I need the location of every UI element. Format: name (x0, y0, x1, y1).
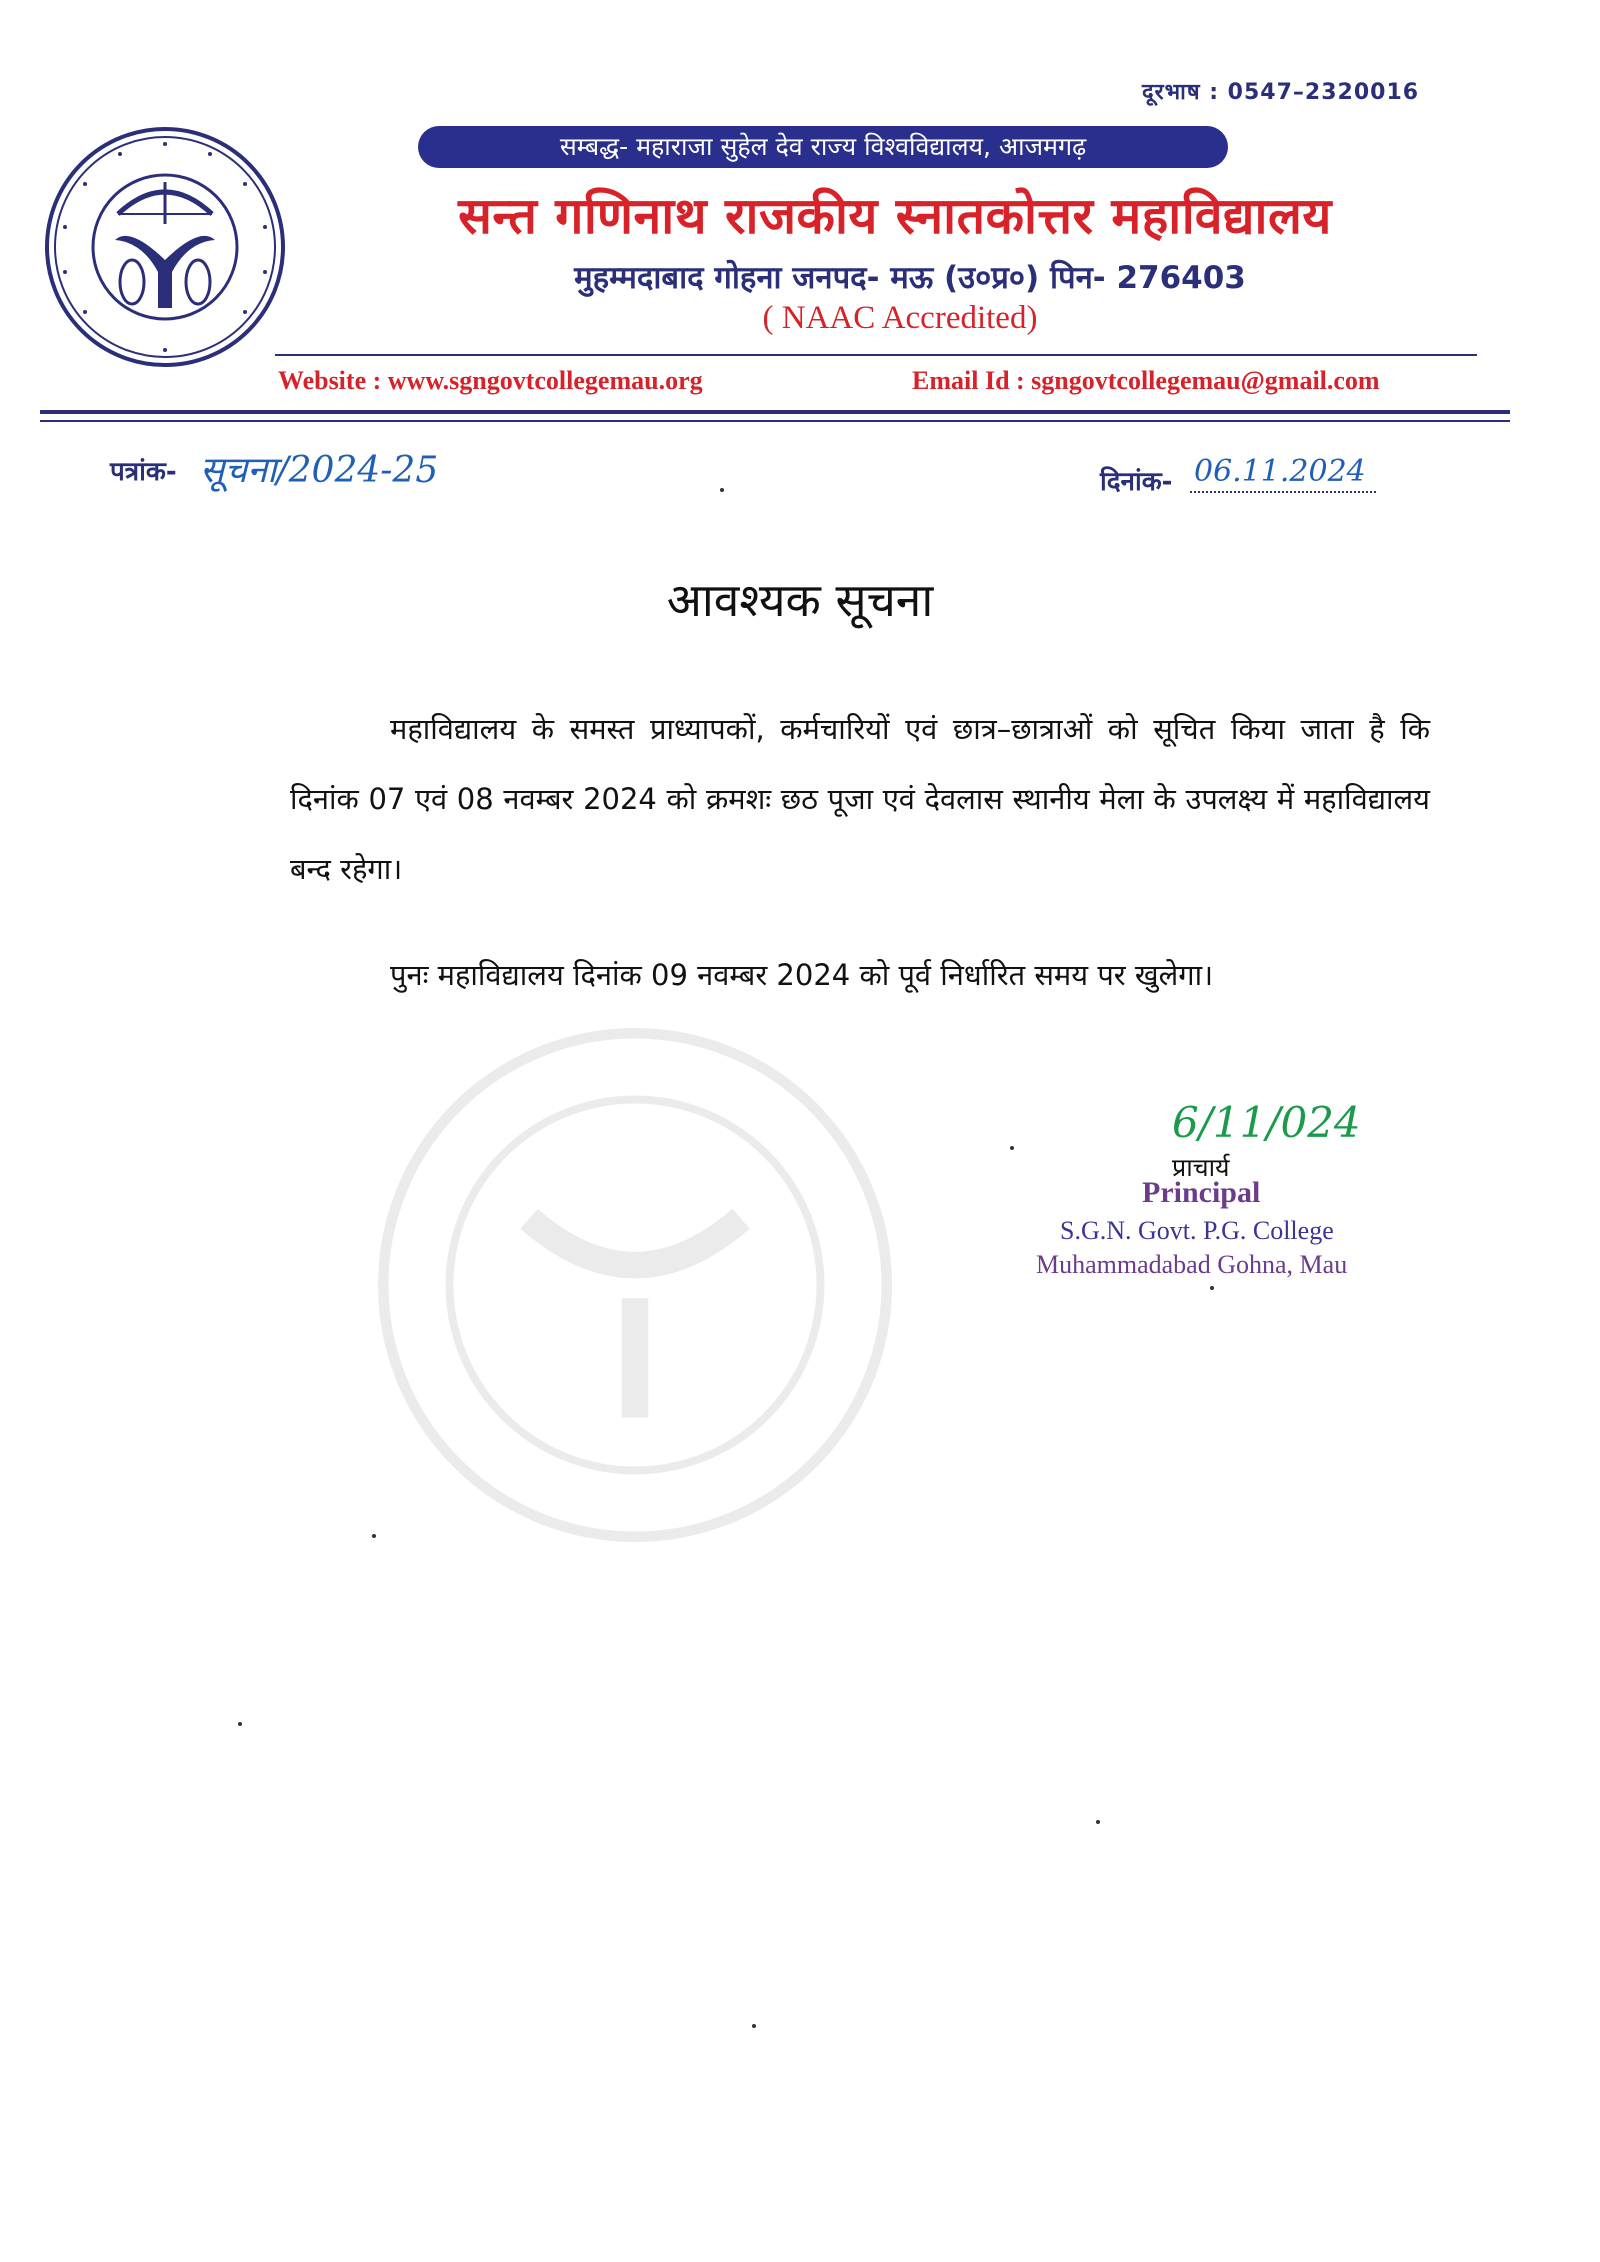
website-link[interactable]: Website : www.sgngovtcollegemau.org (278, 366, 703, 395)
header-rule-thin (40, 420, 1510, 422)
reference-label: पत्रांक- (110, 457, 177, 487)
principal-stamp-college: S.G.N. Govt. P.G. College (1060, 1216, 1334, 1245)
scan-speck (1210, 1286, 1214, 1290)
notice-title: आवश्यक सूचना (666, 573, 934, 627)
notice-paragraph-1: महाविद्यालय के समस्त प्राध्यापकों, कर्मचारियों एवं छात्र–छात्राओं को सूचित किया जाता है कि दिनांक 07 एवं 08 नवम्बर 2024 को क्रमशः छठ पूजा एवं देवलास स्थानीय मेला के उपलक्ष्य में महाविद्यालय बन्द रहेगा। (290, 712, 1430, 886)
college-address: मुहम्मदाबाद गोहना जनपद- मऊ (उ०प्र०) पिन- 276403 (574, 260, 1246, 296)
principal-stamp-title: Principal (1142, 1176, 1261, 1209)
scan-speck (752, 2024, 756, 2028)
header-divider (275, 354, 1477, 356)
handwritten-signature: 6/11/024 (1172, 1098, 1361, 1147)
college-name: सन्त गणिनाथ राजकीय स्नातकोत्तर महाविद्यालय (458, 187, 1332, 245)
date-value: 06.11.2024 (1190, 454, 1376, 493)
background-seal-watermark (370, 1020, 900, 1550)
email-link[interactable]: Email Id : sgngovtcollegemau@gmail.com (912, 366, 1380, 395)
scan-speck (372, 1534, 376, 1538)
date-label: दिनांक- (1100, 467, 1173, 497)
accreditation-label: ( NAAC Accredited) (762, 300, 1038, 336)
notice-paragraph-2: पुनः महाविद्यालय दिनांक 09 नवम्बर 2024 को पूर्व निर्धारित समय पर खुलेगा। (390, 958, 1214, 992)
designation-hindi: प्राचार्य (1172, 1153, 1230, 1182)
phone-number: दूरभाष : 0547–2320016 (1142, 80, 1420, 105)
scan-speck (1096, 1820, 1100, 1824)
affiliation-banner: सम्बद्ध- महाराजा सुहेल देव राज्य विश्वविद्यालय, आजमगढ़ (418, 126, 1228, 168)
reference-number: सूचना/2024-25 (200, 450, 439, 491)
scan-speck (1010, 1146, 1014, 1150)
scan-speck (720, 488, 724, 492)
college-emblem-icon (40, 122, 290, 372)
header-rule-thick (40, 410, 1510, 414)
principal-stamp-place: Muhammadabad Gohna, Mau (1036, 1250, 1348, 1279)
scan-speck (238, 1722, 242, 1726)
